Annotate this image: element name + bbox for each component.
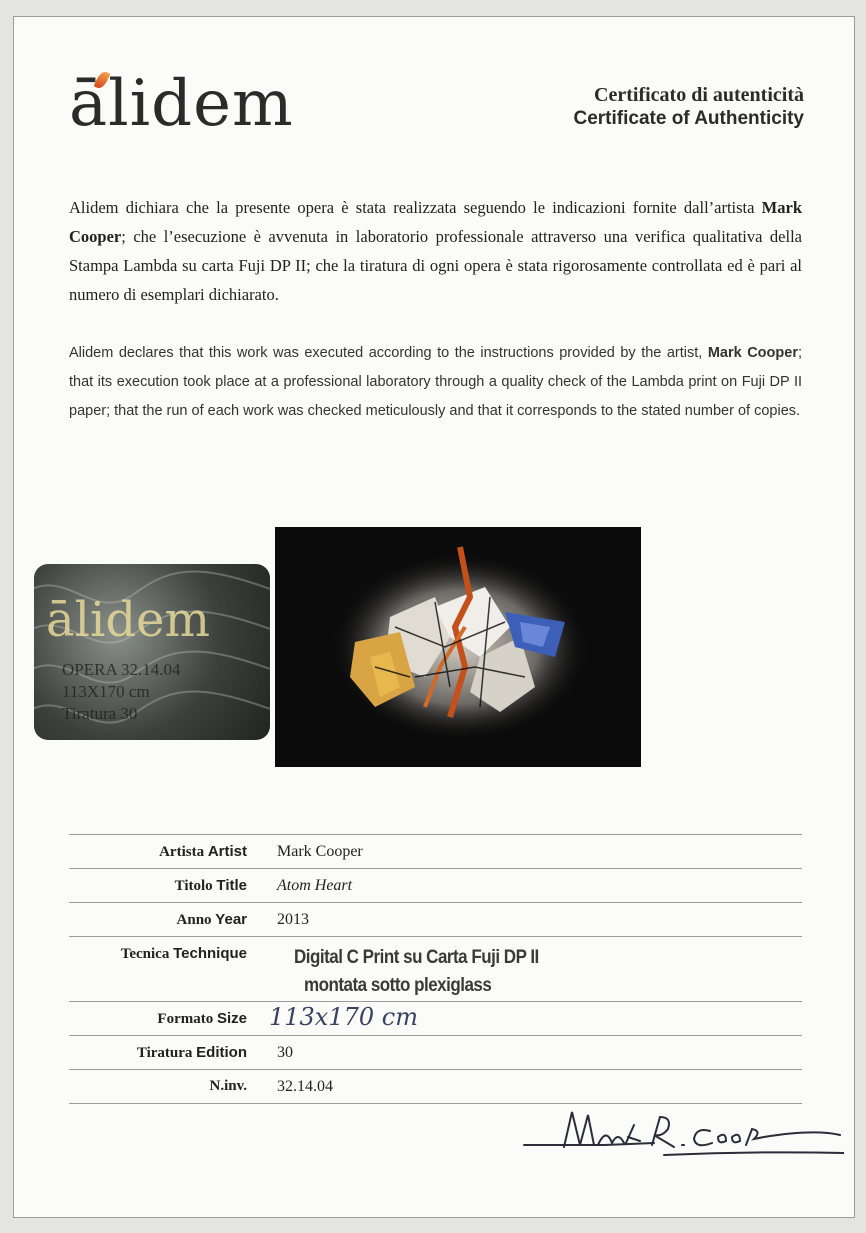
artist-label — [159, 843, 247, 861]
title-label-it: Titolo — [174, 878, 213, 894]
seal-opera-number: OPERA 32.14.04 — [62, 660, 181, 679]
size-value: 113x170 cm — [269, 1003, 418, 1031]
artist-value: Mark Cooper — [277, 843, 363, 860]
inventory-label: N.inv. — [209, 1078, 247, 1094]
year-label — [177, 911, 247, 929]
edition-label-en: Edition — [196, 1044, 247, 1061]
artist-label-en: Artist — [207, 843, 247, 860]
statement-it-part1: Alidem dichiara che la presente opera è stata realizzata seguendo le indicazioni fornite dall’artista — [69, 198, 762, 217]
size-label-it: Formato — [157, 1011, 214, 1027]
statement-en-part2: ; that its execution took place at a professional laboratory through a quality check of the Lambda print on Fuji DP II paper; that the run of each work was checked meticulously and that it corresponds to the stated number of copies. — [69, 345, 802, 419]
artwork-image — [275, 527, 641, 767]
title-value: Atom Heart — [277, 877, 353, 894]
alidem-logo: ālidem — [69, 67, 294, 141]
title-english: Certificate of Authenticity — [573, 108, 804, 129]
detail-row-technique — [69, 937, 802, 1002]
edition-label — [137, 1044, 247, 1062]
title-italian: Certificato di autenticità — [594, 84, 804, 106]
year-label-it: Anno — [176, 912, 212, 928]
statement-italian — [69, 193, 802, 309]
seal-edition: Tiratura 30 — [62, 704, 138, 723]
size-label-en: Size — [216, 1010, 247, 1027]
technique-value-line2: montata sotto plexiglass — [304, 973, 492, 996]
detail-row-artist — [69, 835, 802, 869]
edition-value: 30 — [277, 1044, 293, 1061]
technique-label — [121, 945, 247, 963]
statement-english — [69, 339, 802, 426]
seal-size: 113X170 cm — [62, 682, 150, 701]
edition-label-it: Tiratura — [136, 1045, 193, 1061]
hologram-seal — [34, 564, 270, 740]
artwork-abstract-image — [275, 527, 641, 767]
artist-label-it: Artista — [159, 844, 205, 860]
certificate-sheet — [13, 16, 855, 1218]
title-label — [175, 877, 247, 895]
detail-row-size — [69, 1002, 802, 1036]
technique-label-en: Technique — [173, 945, 247, 962]
inventory-value: 32.14.04 — [277, 1078, 333, 1095]
statement-it-part2: ; che l’esecuzione è avvenuta in laboratorio professionale attraverso una verifica qualitativa della Stampa Lambda su carta Fuji DP II; che la tiratura di ogni opera è stata rigorosamente controllata ed è pari al numero di esemplari dichiarato. — [69, 227, 802, 304]
detail-row-title — [69, 869, 802, 903]
artist-signature — [514, 1107, 844, 1167]
seal-logo: ālidem — [46, 592, 210, 648]
detail-row-edition — [69, 1036, 802, 1070]
statement-en-artist: Mark Cooper — [707, 345, 798, 361]
details-table — [69, 834, 802, 1104]
technique-label-it: Tecnica — [120, 946, 170, 962]
detail-row-inventory — [69, 1070, 802, 1104]
year-label-en: Year — [215, 911, 247, 928]
statement-en-part1: Alidem declares that this work was executed according to the instructions provided by the artist, — [69, 345, 708, 361]
size-label — [157, 1010, 247, 1028]
technique-value-line1: Digital C Print su Carta Fuji DP II — [294, 945, 539, 968]
detail-row-year — [69, 903, 802, 937]
title-label-en: Title — [216, 877, 247, 894]
certificate-title — [574, 83, 805, 131]
year-value: 2013 — [277, 911, 309, 928]
statement-it-artist: Mark Cooper — [69, 198, 802, 246]
